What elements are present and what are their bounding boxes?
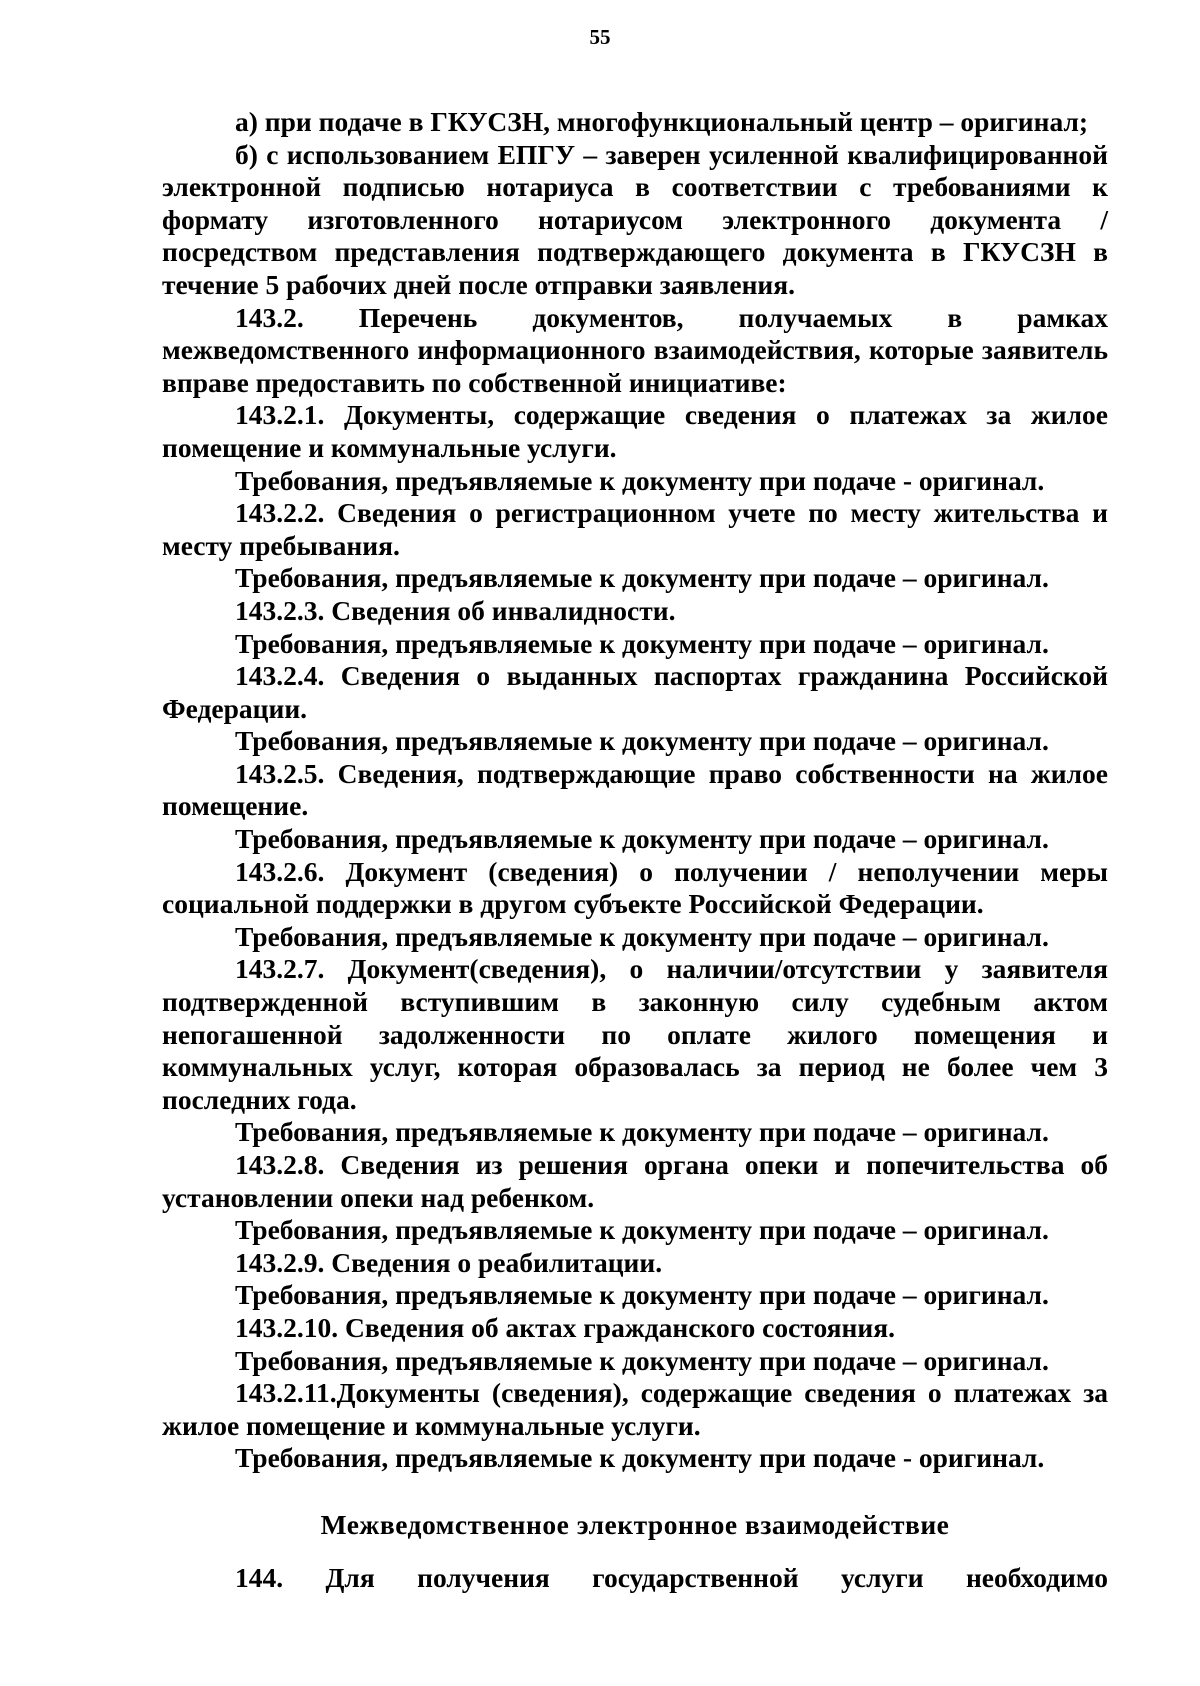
requirement-143-2-9: Требования, предъявляемые к документу при подаче – оригинал. [235, 1279, 1049, 1311]
requirement-143-2-7: Требования, предъявляемые к документу при подаче – оригинал. [235, 1116, 1049, 1148]
paragraph-143-2-5: 143.2.5. Сведения, подтверждающие право собственности на жилое помещение. [162, 757, 1108, 822]
requirement-143-2-11: Требования, предъявляемые к документу при подаче - оригинал. [235, 1442, 1045, 1474]
section-heading: Межведомственное электронное взаимодействие [320, 1508, 950, 1540]
paragraph-143-2-4: 143.2.4. Сведения о выданных паспортах гражданина Российской Федерации. [162, 660, 1108, 724]
paragraph-a: а) при подаче в ГКУСЗН, многофункциональный центр – оригинал; [235, 106, 1089, 137]
paragraph-b: б) с использованием ЕПГУ – заверен усиленной квалифицированной электронной подписью нотариуса в соответствии с требованиями к формату изготовленного нотариусом электронного документа / посредством представления подтверждающего документа в ГКУСЗН в течение 5 рабочих дней после отправки заявления. [162, 138, 1108, 300]
requirement-143-2-2: Требования, предъявляемые к документу при подаче – оригинал. [235, 562, 1049, 594]
paragraph-143-2-2: 143.2.2. Сведения о регистрационном учете по месту жительства и месту пребывания. [162, 497, 1108, 561]
requirement-143-2-5: Требования, предъявляемые к документу при подаче – оригинал. [235, 823, 1049, 855]
paragraph-144: 144. Для получения государственной услуги необходимо [235, 1561, 1108, 1593]
paragraph-143-2: 143.2. Перечень документов, получаемых в рамках межведомственного информационного взаимодействия, которые заявитель вправе предоставить по собственной инициативе: [162, 301, 1108, 398]
requirement-143-2-4: Требования, предъявляемые к документу при подаче – оригинал. [235, 725, 1049, 757]
paragraph-143-2-10: 143.2.10. Сведения об актах гражданского состояния. [235, 1311, 895, 1343]
paragraph-143-2-1: 143.2.1. Документы, содержащие сведения о платежах за жилое помещение и коммунальные услуги. [162, 399, 1108, 463]
paragraph-143-2-7: 143.2.7. Документ(сведения), о наличии/отсутствии у заявителя подтвержденной вступившим в законную силу судебным актом непогашенной задолженности по оплате жилого помещения и коммунальных услуг, которая образовалась за период не более чем 3 последних года. [162, 953, 1108, 1115]
paragraph-143-2-8: 143.2.8. Сведения из решения органа опеки и попечительства об установлении опеки над ребенком. [162, 1149, 1108, 1213]
document-body [162, 106, 1108, 1594]
requirement-143-2-8: Требования, предъявляемые к документу при подаче – оригинал. [235, 1214, 1049, 1246]
requirement-143-2-6: Требования, предъявляемые к документу при подаче – оригинал. [235, 920, 1049, 952]
paragraph-143-2-9: 143.2.9. Сведения о реабилитации. [235, 1246, 663, 1278]
requirement-143-2-1: Требования, предъявляемые к документу при подаче - оригинал. [235, 464, 1045, 496]
paragraph-143-2-3: 143.2.3. Сведения об инвалидности. [235, 594, 676, 626]
requirement-143-2-10: Требования, предъявляемые к документу при подаче – оригинал. [235, 1344, 1049, 1376]
page-number: 55 [589, 25, 611, 49]
requirement-143-2-3: Требования, предъявляемые к документу при подаче – оригинал. [235, 627, 1049, 659]
paragraph-143-2-11: 143.2.11.Документы (сведения), содержащие сведения о платежах за жилое помещение и коммунальные услуги. [162, 1377, 1108, 1441]
paragraph-143-2-6: 143.2.6. Документ (сведения) о получении / неполучении меры социальной поддержки в другом субъекте Российской Федерации. [162, 855, 1108, 920]
